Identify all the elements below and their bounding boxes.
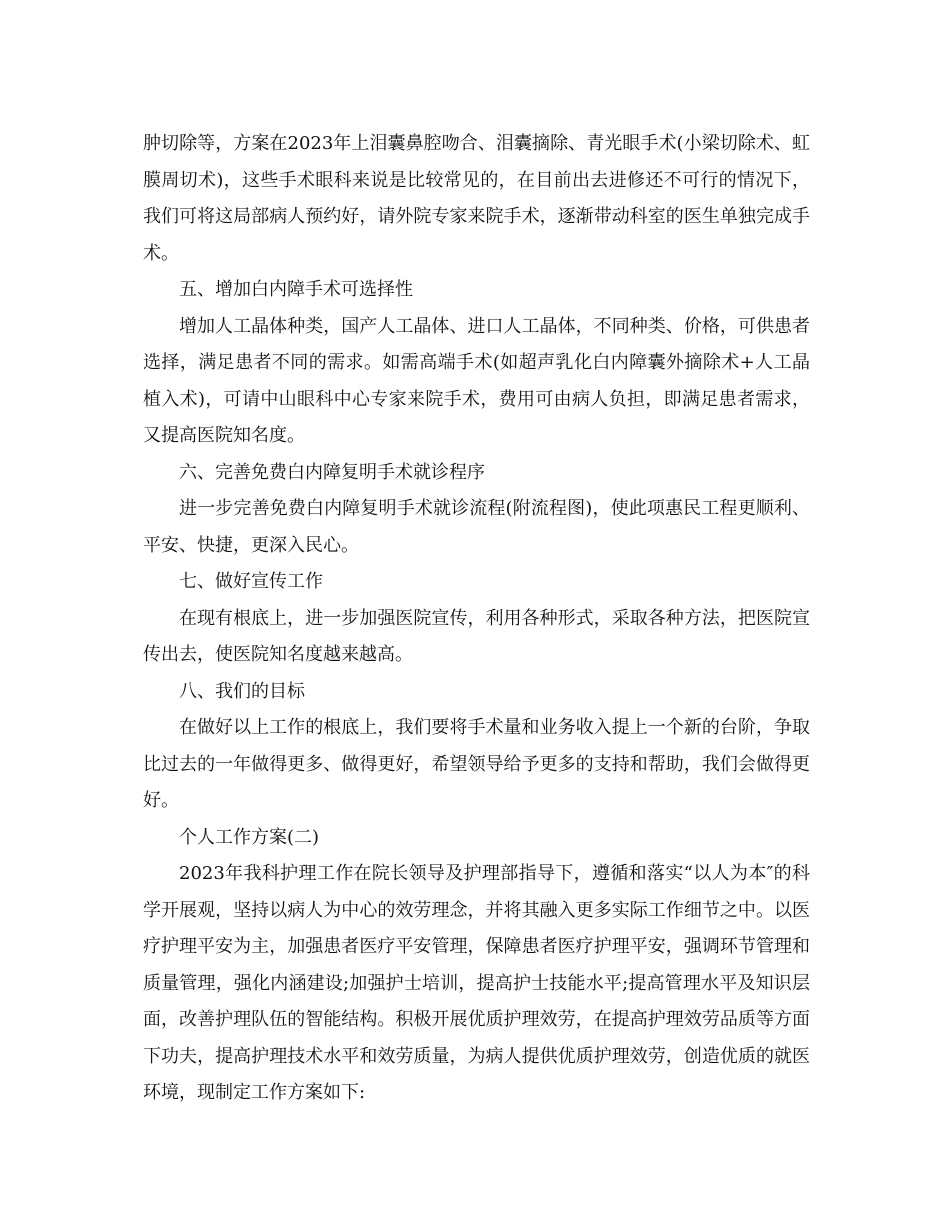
paragraph: 增加人工晶体种类，国产人工晶体、进口人工晶体，不同种类、价格，可供患者选择，满足患者不同的需求。如需高端手术(如超声乳化白内障囊外摘除术+人工晶植入术)，可请中山眼科中心专家来院手术，费用可由病人负担，即满足患者需求，又提高医院知名度。 xyxy=(143,315,810,446)
section-heading: 六、完善免费白内障复明手术就诊程序 xyxy=(179,461,485,483)
section-heading: 五、增加白内障手术可选择性 xyxy=(179,279,413,300)
paragraph: 在现有根底上，进一步加强医院宣传，利用各种形式，采取各种方法，把医院宣传出去，使医院知名度越来越高。 xyxy=(143,607,810,665)
document-subtitle: 个人工作方案(二) xyxy=(179,826,320,848)
paragraph: 肿切除等，方案在2023年上泪囊鼻腔吻合、泪囊摘除、青光眼手术(小梁切除术、虹膜周切术)，这些手术眼科来说是比较常见的，在目前出去进修还不可行的情况下，我们可将这局部病人预约好，请外院专家来院手术，逐渐带动科室的医生单独完成手术。 xyxy=(143,133,810,264)
document-body xyxy=(143,126,810,1112)
paragraph: 在做好以上工作的根底上，我们要将手术量和业务收入提上一个新的台阶，争取比过去的一年做得更多、做得更好，希望领导给予更多的支持和帮助，我们会做得更好。 xyxy=(143,717,810,811)
paragraph: 2023年我科护理工作在院长领导及护理部指导下，遵循和落实“以人为本″的科学开展观，坚持以病人为中心的效劳理念，并将其融入更多实际工作细节之中。以医疗护理平安为主，加强患者医疗平安管理，保障患者医疗护理平安，强调环节管理和质量管理，强化内涵建设;加强护士培训，提高护士技能水平;提高管理水平及知识层面，改善护理队伍的智能结构。积极开展优质护理效劳，在提高护理效劳品质等方面下功夫，提高护理技术水平和效劳质量，为病人提供优质护理效劳，创造优质的就医环境，现制定工作方案如下: xyxy=(143,863,810,1103)
section-heading: 八、我们的目标 xyxy=(179,680,305,702)
section-heading: 七、做好宣传工作 xyxy=(179,571,323,592)
paragraph: 进一步完善免费白内障复明手术就诊流程(附流程图)，使此项惠民工程更顺利、平安、快捷，更深入民心。 xyxy=(143,498,810,556)
